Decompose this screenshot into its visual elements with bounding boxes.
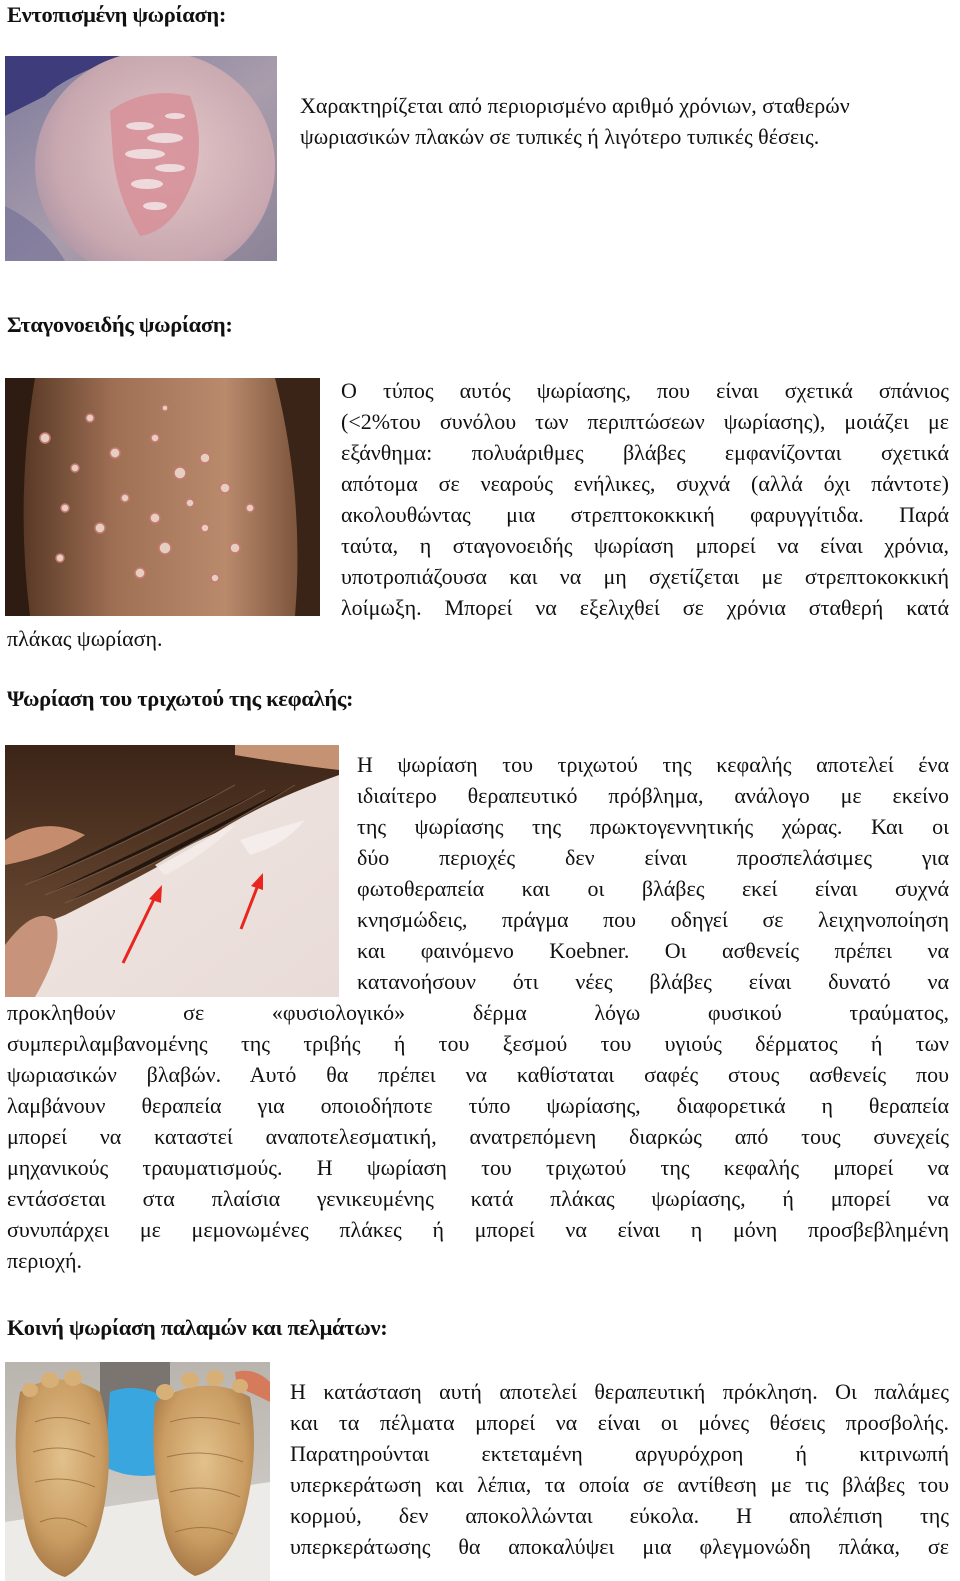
palmoplantar-text-line: υπερκεράτωσης θα αποκαλύψει μια φλεγμονώδη πλάκα, σε	[290, 1534, 949, 1559]
section-heading-scalp-psoriasis: Ψωρίαση του τριχωτού της κεφαλής:	[7, 686, 354, 711]
guttate-text-line: πλάκας ψωρίαση.	[7, 626, 163, 651]
scalp-text-line: κνησμώδεις, πράγμα που οδηγεί σε λειχηνοποίηση	[357, 907, 949, 932]
palmoplantar-text-line: Παρατηρούνται εκτεταμένη αργυρόχροη ή κιτρινωπή	[290, 1441, 949, 1466]
guttate-text-line: υποτροπιάζουσα και να μη σχετίζεται με στρεπτοκοκκική	[341, 564, 949, 589]
scalp-text-line: φωτοθεραπεία και οι βλάβες εκεί είναι συχνά	[357, 876, 949, 901]
scalp-text-line: κατανοήσουν ότι νέες βλάβες είναι δυνατό να	[357, 969, 949, 994]
scalp-text-line: εντάσσεται στα πλαίσια γενικευμένης κατά πλάκας ψωρίασης, ή μπορεί να	[7, 1186, 949, 1211]
section-heading-palmoplantar-psoriasis: Κοινή ψωρίαση παλαμών και πελμάτων:	[7, 1315, 388, 1340]
section-heading-guttate-psoriasis: Σταγονοειδής ψωρίαση:	[7, 312, 233, 337]
scalp-text-line: ψωριασικών βλαβών. Αυτό θα πρέπει να καθίσταται σαφές στους ασθενείς που	[7, 1062, 949, 1087]
guttate-text-line: ταύτα, η σταγονοειδής ψωρίαση μπορεί να είναι χρόνια,	[341, 533, 949, 558]
palmoplantar-text-line: κορμού, δεν αποκολλώνται εύκολα. Η απολέπιση της	[290, 1503, 949, 1528]
scalp-text-line: μηχανικούς τραυματισμούς. Η ψωρίαση του τριχωτού της κεφαλής μπορεί να	[7, 1155, 949, 1180]
localized-psoriasis-knee-photo	[5, 56, 277, 261]
scalp-text-line: της ψωρίασης της πρωκτογεννητικής χώρας. Και οι	[357, 814, 949, 839]
scalp-text-line: δύο περιοχές δεν είναι προσπελάσιμες για	[357, 845, 949, 870]
scalp-text-line: προκληθούν σε «φυσιολογικό» δέρμα λόγω φυσικού τραύματος,	[7, 1000, 949, 1025]
scalp-text-line: μπορεί να καταστεί αναποτελεσματική, ανατρεπόμενη διαρκώς από τους συνεχείς	[7, 1124, 949, 1149]
localized-text-line: ψωριασικών πλακών σε τυπικές ή λιγότερο τυπικές θέσεις.	[300, 124, 820, 149]
palmoplantar-psoriasis-feet-photo	[5, 1362, 270, 1581]
palmoplantar-text-line: υπερκεράτωση και λέπια, τα οποία σε αντίθεση με τις βλάβες του	[290, 1472, 949, 1497]
scalp-text-line: συνυπάρχει με μεμονωμένες πλάκες ή μπορεί να είναι η μόνη προσβεβλημένη	[7, 1217, 949, 1242]
guttate-text-line: ακολουθώντας μια στρεπτοκοκκική φαρυγγίτιδα. Παρά	[341, 502, 949, 527]
guttate-text-line: Ο τύπος αυτός ψωρίασης, που είναι σχετικά σπάνιος	[341, 378, 949, 403]
scalp-text-line: συμπεριλαμβανομένης της τριβής ή του ξεσμού του υγιούς δέρματος ή των	[7, 1031, 949, 1056]
scalp-text-line: και φαινόμενο Koebner. Οι ασθενείς πρέπει να	[357, 938, 949, 963]
scalp-text-line: ιδιαίτερο θεραπευτικό πρόβλημα, ανάλογο με εκείνο	[357, 783, 949, 808]
scalp-text-line: περιοχή.	[7, 1248, 83, 1273]
guttate-text-line: (<2%του συνόλου των περιπτώσεων ψωρίασης), μοιάζει με	[341, 409, 949, 434]
palmoplantar-text-line: και τα πέλματα μπορεί να είναι οι μόνες θέσεις προσβολής.	[290, 1410, 949, 1435]
palmoplantar-text-line: Η κατάσταση αυτή αποτελεί θεραπευτική πρόκληση. Οι παλάμες	[290, 1379, 949, 1404]
guttate-text-line: λοίμωξη. Μπορεί να εξελιχθεί σε χρόνια σταθερή κατά	[341, 595, 949, 620]
guttate-psoriasis-arm-photo	[5, 378, 320, 616]
scalp-text-line: λαμβάνουν θεραπεία για οποιοδήποτε τύπο ψωρίασης, διαφορετικά η θεραπεία	[7, 1093, 949, 1118]
guttate-text-line: απότομα σε νεαρούς ενήλικες, συχνά (αλλά όχι πάντοτε)	[341, 471, 949, 496]
localized-text-line: Χαρακτηρίζεται από περιορισμένο αριθμό χρόνιων, σταθερών	[300, 93, 850, 118]
guttate-text-line: εξάνθημα: πολυάριθμες βλάβες εμφανίζονται σχετικά	[341, 440, 949, 465]
scalp-text-line: Η ψωρίαση του τριχωτού της κεφαλής αποτελεί ένα	[357, 752, 949, 777]
section-heading-localized-psoriasis: Εντοπισμένη ψωρίαση:	[7, 2, 227, 27]
scalp-psoriasis-photo-with-red-arrows	[5, 745, 339, 997]
